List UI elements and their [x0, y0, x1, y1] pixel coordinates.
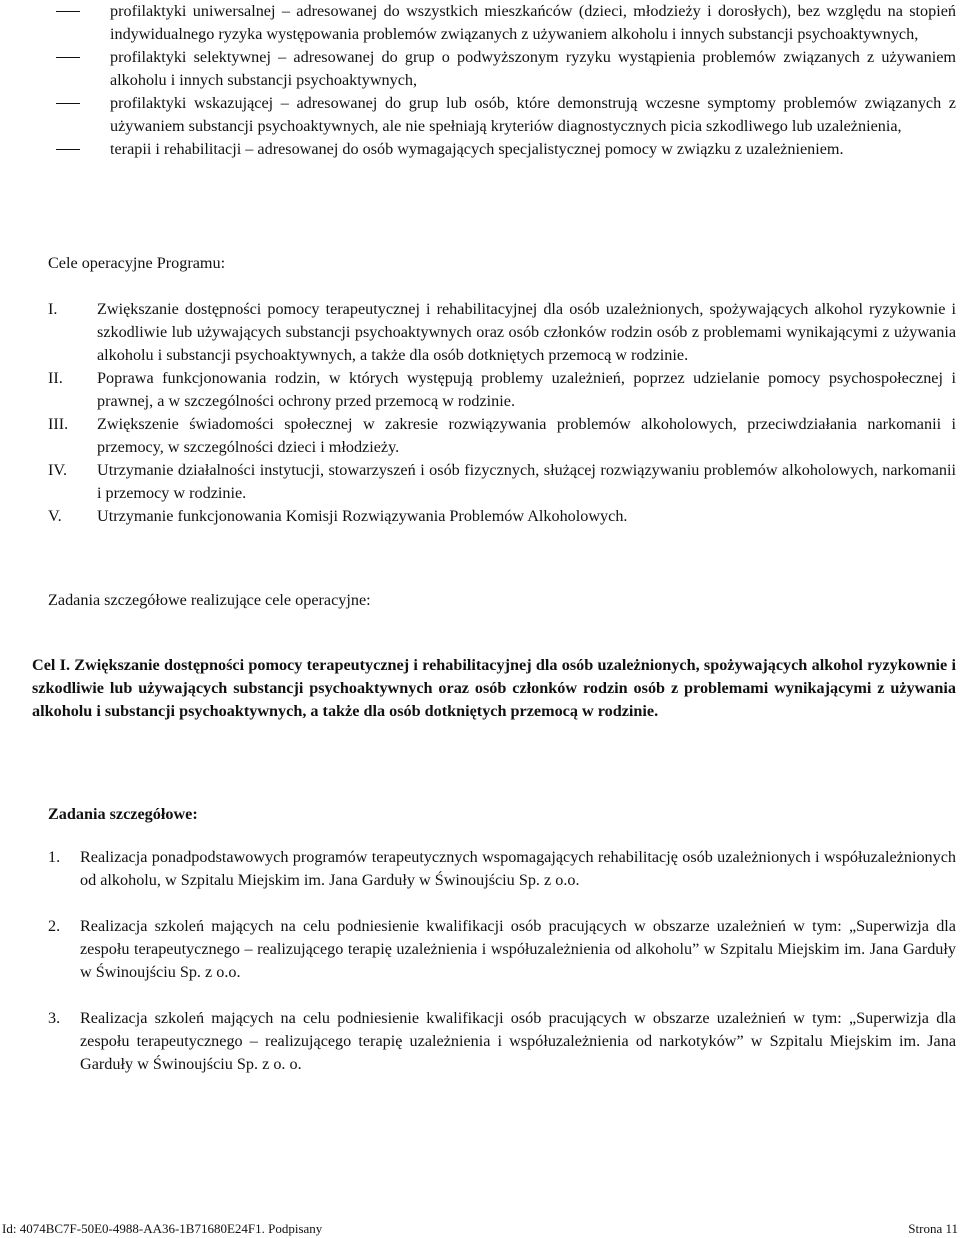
goal-one-paragraph: Cel I. Zwiększanie dostępności pomocy terapeutycznej i rehabilitacyjnej dla osób uzależnionych, spożywających alkohol ryzykownie i szkodliwie lub używających substancji psychoaktywnych oraz osób członków rodzin osób z problemami wynikającymi z używania alkoholu i substancji psychoaktywnych, a także dla osób dotkniętych przemocą w rodzinie. — [32, 656, 956, 720]
operational-goal-item — [48, 413, 956, 459]
operational-goal-item — [48, 505, 956, 528]
tasks-heading: Zadania szczegółowe: — [48, 805, 198, 823]
task-item — [48, 915, 956, 984]
task-text: Realizacja szkoleń mających na celu podniesienie kwalifikacji osób pracujących w obszarze uzależnień w tym: „Superwizja dla zespołu terapeutycznego – realizującego terapię uzależnienia i współuzależnienia od narkotyków” w Szpitalu Miejskim im. Jana Garduły w Świnoujściu Sp. z o. o. — [80, 1009, 956, 1073]
goal-number: II. — [48, 369, 63, 387]
goal-number: I. — [48, 300, 58, 318]
prevention-item-selective: profilaktyki selektywnej – adresowanej do grup o podwyższonym ryzyku wystąpienia problemów związanych z używaniem alkoholu i innych substancji psychoaktywnych, — [48, 46, 956, 92]
operational-goal-item — [48, 459, 956, 505]
task-number: 2. — [48, 917, 61, 935]
prevention-item-indicated: profilaktyki wskazującej – adresowanej do grup lub osób, które demonstrują wczesne symptomy problemów związanych z używaniem substancji psychoaktywnych, ale nie spełniają kryteriów diagnostycznych picia szkodliwego lub uzależnienia, — [48, 92, 956, 138]
operational-goal-item — [48, 298, 956, 367]
goal-text: Utrzymanie działalności instytucji, stowarzyszeń i osób fizycznych, służącej rozwiązywaniu problemów alkoholowych, narkomanii i przemocy w rodzinie. — [97, 461, 956, 502]
task-item — [48, 1007, 956, 1076]
prevention-list — [48, 0, 956, 161]
tasks-list — [48, 846, 956, 1099]
prevention-item-therapy: terapii i rehabilitacji – adresowanej do osób wymagających specjalistycznej pomocy w związku z uzależnieniem. — [48, 138, 956, 161]
task-text: Realizacja szkoleń mających na celu podniesienie kwalifikacji osób pracujących w obszarze uzależnień w tym: „Superwizja dla zespołu terapeutycznego – realizującego terapię uzależnienia i współuzależnienia od alkoholu” w Szpitalu Miejskim im. Jana Garduły w Świnoujściu Sp. z o.o. — [80, 917, 956, 981]
goal-number: III. — [48, 415, 69, 433]
document-id: Id: 4074BC7F-50E0-4988-AA36-1B71680E24F1. Podpisany — [2, 1221, 323, 1236]
operational-goals-list — [48, 298, 956, 528]
page-number: Strona 11 — [908, 1221, 958, 1236]
detailed-tasks-heading: Zadania szczegółowe realizujące cele operacyjne: — [48, 591, 371, 609]
goal-number: IV. — [48, 461, 68, 479]
task-text: Realizacja ponadpodstawowych programów terapeutycznych wspomagających rehabilitację osób uzależnionych i współuzależnionych od alkoholu, w Szpitalu Miejskim im. Jana Garduły w Świnoujściu Sp. z o.o. — [80, 848, 956, 889]
goal-text: Zwiększanie dostępności pomocy terapeutycznej i rehabilitacyjnej dla osób uzależnionych, spożywających alkohol ryzykownie i szkodliwie lub używających substancji psychoaktywnych oraz osób członków rodzin osób z problemami wynikającymi z używania alkoholu i substancji psychoaktywnych, a także dla osób dotkniętych przemocą w rodzinie. — [97, 300, 956, 364]
operational-goal-item — [48, 367, 956, 413]
task-item — [48, 846, 956, 892]
task-number: 3. — [48, 1009, 61, 1027]
goal-text: Zwiększenie świadomości społecznej w zakresie rozwiązywania problemów alkoholowych, przeciwdziałania narkomanii i przemocy, w szczególności dzieci i młodzieży. — [97, 415, 956, 456]
goal-text: Poprawa funkcjonowania rodzin, w których występują problemy uzależnień, poprzez udzielanie pomocy psychospołecznej i prawnej, a w szczególności ochrony przed przemocą w rodzinie. — [97, 369, 956, 410]
operational-goals-heading: Cele operacyjne Programu: — [48, 254, 226, 272]
task-number: 1. — [48, 848, 61, 866]
goal-number: V. — [48, 507, 62, 525]
goal-text: Utrzymanie funkcjonowania Komisji Rozwiązywania Problemów Alkoholowych. — [97, 507, 628, 525]
prevention-item-universal: profilaktyki uniwersalnej – adresowanej do wszystkich mieszkańców (dzieci, młodzieży i dorosłych), bez względu na stopień indywidualnego ryzyka występowania problemów związanych z używaniem alkoholu i innych substancji psychoaktywnych, — [48, 0, 956, 46]
page-footer — [0, 1219, 960, 1238]
